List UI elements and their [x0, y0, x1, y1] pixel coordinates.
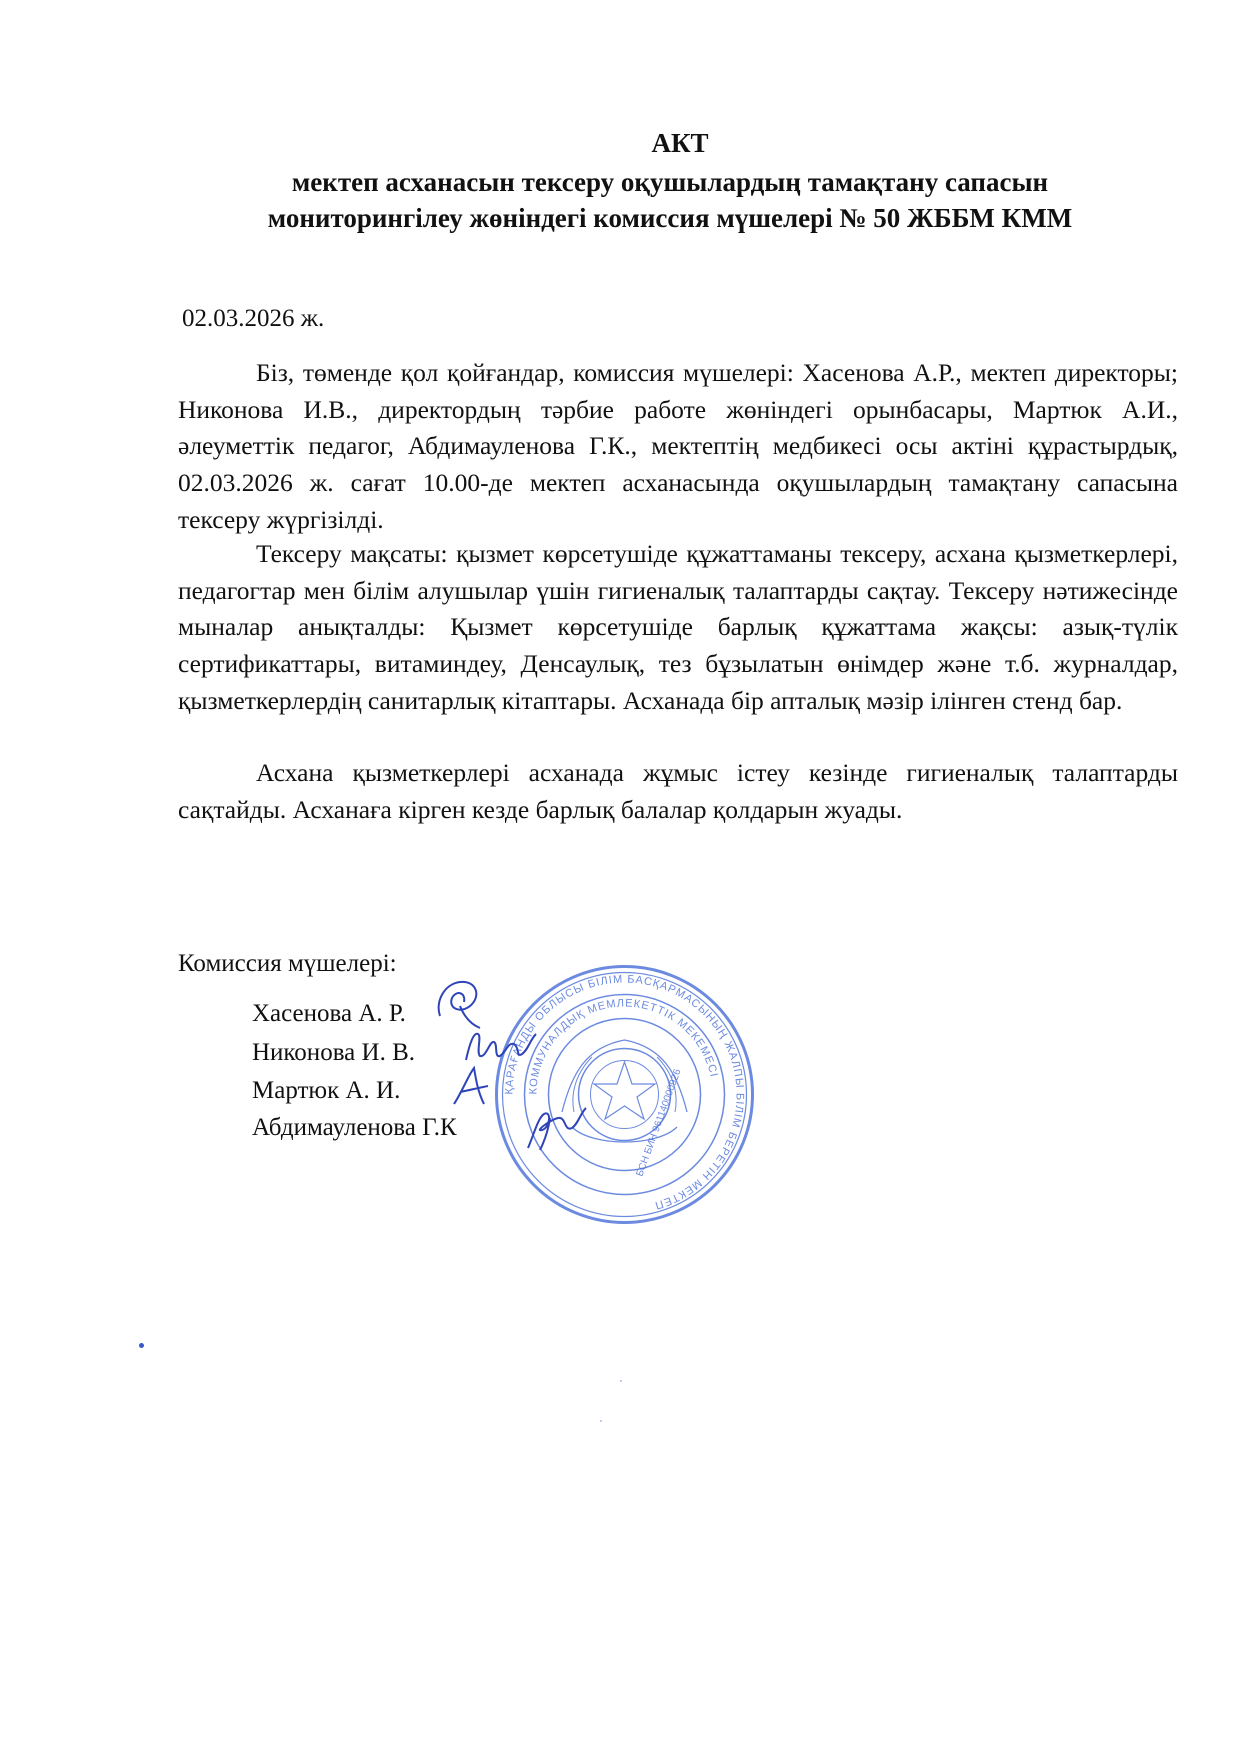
- members-label: Комиссия мүшелері:: [178, 950, 397, 977]
- paragraph-commission: Біз, төменде қол қойғандар, комиссия мүшелері: Хасенова А.Р., мектеп директоры; Никонова И.В., директордың тәрбие работе жөніндегі орынбасары, Мартюк А.И., әлеуметтік педагог, Абдимауленова Г.К., мектептің медбикесі осы актіні құрастырдық, 02.03.2026 ж. сағат 10.00-де мектеп асханасында оқушылардың тамақтану сапасына тексеру жүргізілді.: [178, 358, 1178, 534]
- member-name-4: Абдимауленова Г.К: [252, 1114, 457, 1141]
- stamp-inner-text: КОММУНАЛДЫҚ МЕМЛЕКЕТТІК МЕКЕМЕСІ: [527, 997, 720, 1095]
- scan-speck: [139, 1343, 144, 1348]
- document-subtitle-line-2: мониторингілеу жөніндегі комиссия мүшелері № 50 ЖББМ КММ: [267, 203, 1073, 233]
- paragraph-hygiene: Асхана қызметкерлері асханада жұмыс істеу кезінде гигиеналық талаптарды сақтайды. Асханаға кірген кезде барлық балалар қолдарын жуады.: [178, 758, 1178, 824]
- svg-text:КОММУНАЛДЫҚ МЕМЛЕКЕТТІК МЕКЕМЕ: [527, 997, 719, 1094]
- document-title: АКТ: [651, 128, 709, 158]
- member-name-1: Хасенова А. Р.: [252, 1000, 406, 1027]
- stamp-bin-text: БСН БИН 961140000926: [634, 1067, 684, 1179]
- stamp-outer-text: ҚАРАҒАНДЫ ОБЛЫСЫ БІЛІМ БАСҚАРМАСЫНЫҢ ЖАЛПЫ БІЛІМ БЕРЕТІН МЕКТЕП: [503, 973, 746, 1212]
- document-subtitle-line-1: мектеп асханасын тексеру оқушылардың тамақтану сапасын: [291, 167, 1049, 197]
- member-name-3: Мартюк А. И.: [252, 1077, 401, 1104]
- paragraph-inspection-goal: Тексеру мақсаты: қызмет көрсетушіде құжаттаманы тексеру, асхана қызметкерлері, педагогтар мен білім алушылар үшін гигиеналық талаптарды сақтау. Тексеру нәтижесінде мыналар анықталды: Қызмет көрсетушіде барлық құжаттама жақсы: азық-түлік сертификаттары, витаминдеу, Денсаулық, тез бұзылатын өнімдер және т.б. журналдар, қызметкерлердің санитарлық кітаптары. Асханада бір апталық мәзір ілінген стенд бар.: [178, 539, 1178, 715]
- scan-speck: [600, 1420, 602, 1422]
- member-name-2: Никонова И. В.: [252, 1039, 415, 1066]
- signature-3-icon: [448, 1062, 494, 1110]
- signature-4-icon: [520, 1098, 590, 1154]
- official-stamp: [492, 962, 757, 1227]
- document-date: 02.03.2026 ж.: [182, 305, 325, 332]
- scan-speck: [620, 1380, 622, 1382]
